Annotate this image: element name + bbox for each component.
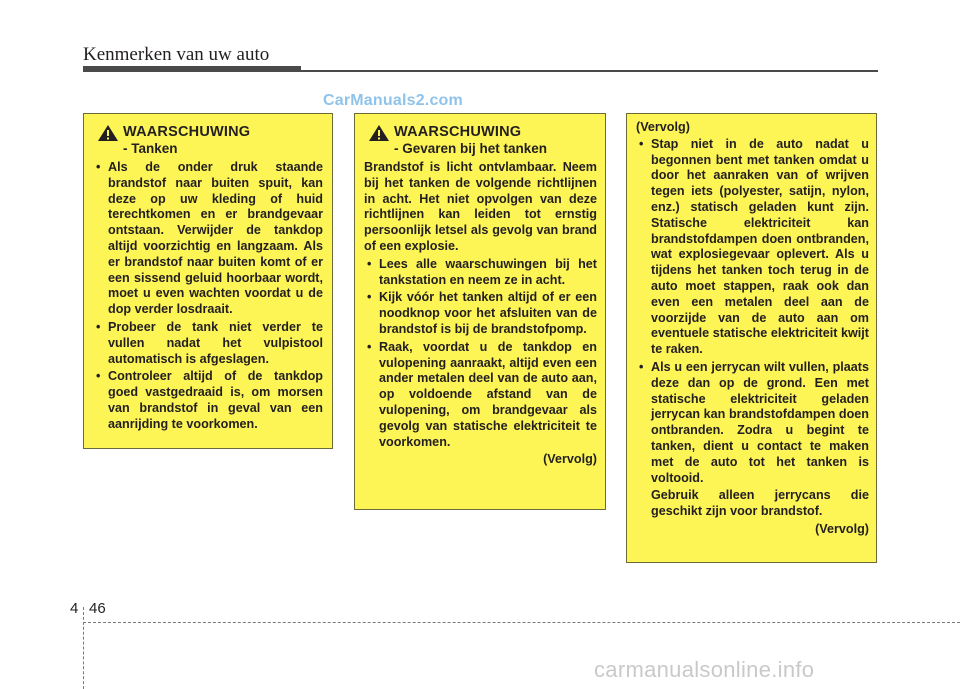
- warning-triangle-icon: [368, 124, 390, 142]
- header-rule-thick: [83, 66, 301, 72]
- bullet-item: • Kijk vóór het tanken altijd of er een noodknop voor het afsluiten van de brandstof is bij de brandstofpomp.: [364, 290, 597, 337]
- extra-note: Gebruik alleen jerrycans die geschikt zijn voor brandstof.: [651, 488, 869, 519]
- bullet-item: • Probeer de tank niet verder te vullen nadat het vulpistool automatisch is afgeslagen.: [93, 320, 323, 367]
- bullet-item: • Stap niet in de auto nadat u begonnen bent met tanken omdat u door het aanraken van of wrijven tegen iets (polyester, satijn, nylon, enz.) statisch geladen kunt zijn. Statische elektriciteit kan brandstofdampen doen ontbranden, wat explosiegevaar oplevert. Als u tijdens het tanken toch terug in de auto moet stappen, raak ook dan even een metalen deel aan de voorzijde van de auto aan om eventuele statische elektriciteit kwijt te raken.: [636, 137, 869, 358]
- page-header-title: Kenmerken van uw auto: [83, 44, 270, 65]
- warning-bullet-list: [364, 257, 597, 451]
- continued-label: (Vervolg): [543, 452, 597, 467]
- warning-box-continued: [626, 113, 877, 563]
- warning-intro-text: Brandstof is licht ontvlambaar. Neem bij het tanken de volgende richtlijnen in acht. Het niet opvolgen van deze richtlijnen kan leiden tot ernstig persoonlijk letsel als gevolg van brand of een explosie.: [364, 160, 597, 253]
- warning-subtitle: - Gevaren bij het tanken: [394, 141, 548, 156]
- bullet-item: • Als de onder druk staande brandstof naar buiten spuit, kan deze op uw kleding of huid terechtkomen en er brandgevaar ontstaan. Verwijder de tankdop altijd voorzichtig en langzaam. Als er brandstof naar buiten komt of er een sissend geluid hoorbaar wordt, moet u even wachten voordat u de dop verder losdraait.: [93, 160, 323, 318]
- page-number: 46: [89, 600, 106, 617]
- bullet-item: • Lees alle waarschuwingen bij het tankstation en neem ze in acht.: [364, 257, 597, 289]
- chapter-number: 4: [70, 600, 79, 617]
- warning-header: [364, 124, 597, 157]
- warning-triangle-icon: [97, 124, 119, 142]
- warning-title: WAARSCHUWING: [123, 124, 251, 140]
- warning-bullet-list: [636, 137, 869, 487]
- bullet-item: • Controleer altijd of de tankdop goed vastgedraaid is, om morsen van brandstof in geval van een aanrijding te voorkomen.: [93, 369, 323, 432]
- continued-label: (Vervolg): [815, 521, 869, 536]
- continued-from-label: (Vervolg): [636, 120, 690, 134]
- header-rule-thin: [301, 70, 878, 72]
- watermark-bottom: carmanualsonline.info: [594, 657, 815, 682]
- warning-subtitle: - Tanken: [123, 141, 178, 156]
- footer-divider: [83, 607, 84, 689]
- warning-title: WAARSCHUWING: [394, 124, 522, 140]
- footer-rule: [83, 622, 960, 623]
- watermark-top: CarManuals2.com: [323, 92, 463, 109]
- warning-header: [93, 124, 323, 157]
- bullet-item: • Als u een jerrycan wilt vullen, plaats deze dan op de grond. Een met statische elektriciteit geladen jerrycan kan brandstofdampen doen ontbranden. Zodra u begint te tanken, dient u contact te maken met de auto tot het tanken is voltooid.: [636, 360, 869, 486]
- warning-bullet-list: [93, 160, 323, 433]
- bullet-item: • Raak, voordat u de tankdop en vulopening aanraakt, altijd even een ander metalen deel van de auto aan, op voldoende afstand van de vulopening, om brandgevaar als gevolg van statische elektriciteit te voorkomen.: [364, 340, 597, 451]
- warning-box-fuel-hazards: [354, 113, 606, 510]
- warning-box-refueling: [83, 113, 333, 449]
